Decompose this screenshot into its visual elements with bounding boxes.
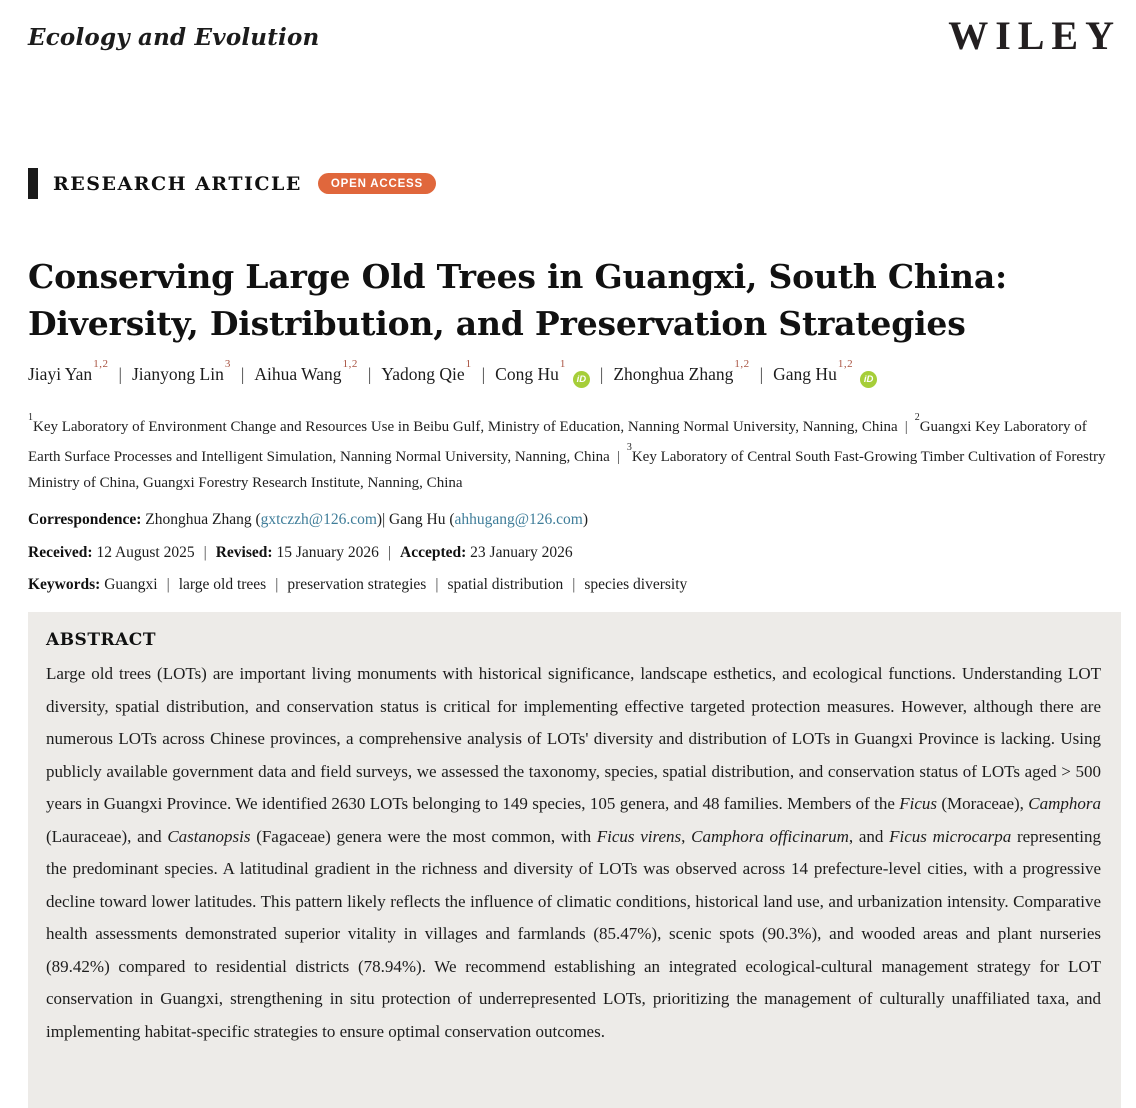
pipe-separator: | (435, 576, 439, 593)
email-link[interactable]: ahhugang@126.com (454, 511, 583, 528)
species-name-italic: Ficus microcarpa (889, 826, 1012, 846)
correspondence-line (28, 511, 1121, 529)
keywords-line (28, 576, 1121, 594)
author-name (613, 358, 750, 384)
pipe-separator: | (240, 364, 245, 384)
affiliation-superscript: 1 (28, 412, 33, 423)
abstract-heading: ABSTRACT (46, 630, 156, 650)
abstract-text: Large old trees (LOTs) are important living monuments with historical significance, landscape esthetics, and ecological functions. Understanding LOT diversity, spatial distribution, and conservation status is critical for implementing effective targeted protection measures. However, although there are numerous LOTs across Chinese provinces, a comprehensive analysis of LOTs' diversity and distribution of LOTs in Guangxi Province is lacking. Using publicly available government data and field surveys, we assessed the taxonomy, species, spatial distribution, and conservation status of LOTs aged > 500 years in Guangxi Province. We identified 2630 LOTs belonging to 149 species, 105 genera, and 48 families. Members of the Ficus (Moraceae), Camphora (Lauraceae), and Castanopsis (Fagaceae) genera were the most common, with Ficus virens, Camphora officinarum, and Ficus microcarpa representing the predominant species. A latitudinal gradient in the richness and diversity of LOTs was observed across 14 prefecture-level cities, with a progressive decline toward lower latitudes. This pattern likely reflects the influence of climatic conditions, historical land use, and urbanization intensity. Comparative health assessments demonstrated superior vitality in villages and farmlands (85.47%), scenic spots (90.3%), and wooded areas and plant nurseries (89.42%) compared to residential districts (78.94%). We recommend establishing an integrated ecological-cultural management strategy for LOT conservation in Guangxi, strengthening in situ protection of underrepresented LOTs, prioritizing the management of culturally unaffiliated taxa, and implementing habitat-specific strategies to ensure optimal conservation outcomes. (46, 664, 1102, 1041)
pipe-separator: | (572, 576, 576, 593)
author-name (381, 358, 472, 384)
species-name-italic: Castanopsis (167, 826, 251, 846)
pipe-separator: | (387, 544, 391, 561)
author-name (254, 358, 358, 384)
species-name-italic: Camphora (1028, 794, 1102, 813)
author-name (773, 358, 877, 385)
author-name (495, 358, 590, 385)
pipe-separator: | (599, 364, 604, 384)
date-label: Received: (28, 544, 93, 561)
author-name-text: Aihua Wang (254, 364, 342, 384)
page-header (28, 14, 1121, 58)
keywords-label: Keywords: (28, 576, 101, 593)
author-affiliation-superscript: 1 (559, 358, 566, 371)
pipe-separator: | (616, 449, 620, 465)
orcid-icon[interactable]: iD (573, 371, 590, 388)
open-access-badge[interactable]: OPEN ACCESS (318, 173, 436, 194)
pipe-separator: | (382, 511, 386, 528)
author-affiliation-superscript: 1,2 (734, 358, 750, 371)
wiley-logo: WILEY (948, 13, 1121, 58)
author-name-text: Zhonghua Zhang (613, 364, 734, 384)
article-title-line: Diversity, Distribution, and Preservation Strategies (28, 304, 966, 343)
correspondence-contacts: Zhonghua Zhang (gxtczzh@126.com)| Gang Hu (ahhugang@126.com) (145, 511, 589, 528)
author-affiliation-superscript: 1,2 (837, 358, 854, 371)
affiliation-superscript: 3 (626, 442, 632, 453)
author-name-text: Yadong Qie (381, 364, 465, 384)
pipe-separator: | (904, 419, 908, 435)
author-list (28, 358, 1121, 388)
email-link[interactable]: gxtczzh@126.com (260, 511, 377, 528)
author-affiliation-superscript: 1,2 (93, 358, 109, 371)
date-label: Accepted: (400, 544, 467, 561)
article-type-label: RESEARCH ARTICLE (53, 172, 302, 195)
history-dates-line: Received: 12 August 2025 | Revised: 15 January 2026 | Accepted: 23 January 2026 (28, 544, 573, 561)
author-affiliation-superscript: 1 (465, 358, 472, 371)
pipe-separator: | (166, 576, 170, 593)
article-title-line: Conserving Large Old Trees in Guangxi, South China: (28, 257, 1008, 296)
pipe-separator: | (481, 364, 486, 384)
article-type-banner (28, 168, 1121, 199)
section-marker-bar (28, 168, 38, 199)
author-name-text: Jianyong Lin (131, 364, 224, 384)
author-name-text: Gang Hu (773, 364, 837, 384)
pipe-separator: | (203, 544, 207, 561)
date-label: Revised: (215, 544, 273, 561)
author-name-text: Cong Hu (495, 364, 559, 384)
pipe-separator: | (759, 364, 764, 384)
author-affiliation-superscript: 1,2 (342, 358, 358, 371)
species-name-italic: Camphora officinarum (691, 826, 849, 846)
author-name-text: Jiayi Yan (28, 364, 93, 384)
pipe-separator: | (367, 364, 372, 384)
affiliation-superscript: 2 (914, 412, 920, 423)
author-name (28, 358, 109, 384)
species-name-italic: Ficus virens (596, 826, 682, 846)
keywords-items: Guangxi | large old trees | preservation strategies | spatial distribution | species diversity (104, 576, 688, 593)
affiliations: $^1$Key Laboratory of Environment Change and Resources Use in Beibu Gulf, Ministry of Education, Nanning Normal University, Nanning, China $|^2Guangxi$ Key Laboratory of Earth Surface Processes and Intelligent Simulation, Nanning Normal University, Nanning, China $|^3Key$ Laboratory of Central South Fast-Growing Timber Cultivation of Forestry Ministry of China, Guangxi Forestry Research Institute, Nanning, China (28, 412, 1106, 491)
article-title (28, 253, 1121, 347)
species-name-italic: Ficus (899, 794, 938, 813)
correspondence-label: Correspondence: (28, 511, 142, 528)
orcid-icon[interactable]: iD (860, 371, 877, 388)
author-affiliation-superscript: 3 (224, 358, 231, 371)
pipe-separator: | (118, 364, 122, 384)
author-name (131, 358, 231, 384)
journal-title: Ecology and Evolution (28, 24, 320, 51)
pipe-separator: | (275, 576, 279, 593)
abstract-section (28, 612, 1121, 1108)
